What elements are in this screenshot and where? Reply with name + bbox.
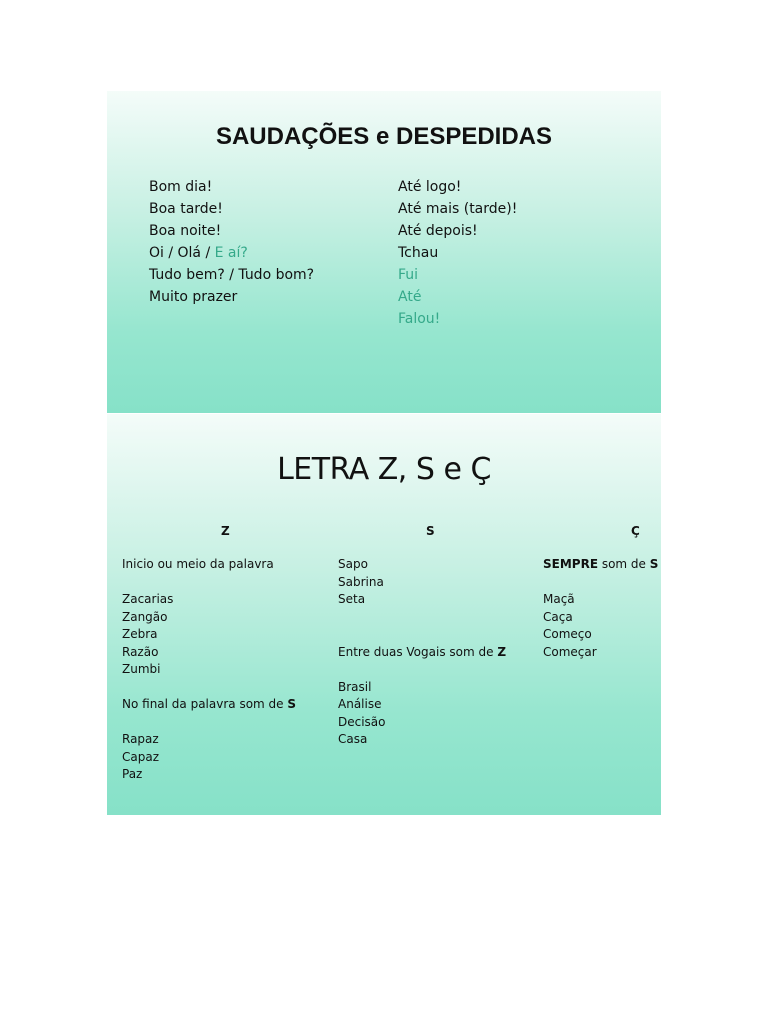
farewells-list [398,176,517,330]
spacer [543,574,658,592]
farewell-item: Falou! [398,311,441,327]
slide-title: SAUDAÇÕES e DESPEDIDAS [215,123,553,150]
greeting-text: Oi / Olá / [149,245,215,261]
word-item: Sabrina [338,574,384,589]
word-item: Brasil [338,679,372,694]
word-item: Começar [543,644,597,659]
word-item: Começo [543,627,592,641]
greeting-item [149,286,314,308]
greetings-list [149,176,314,308]
column-c-list [543,556,658,661]
word-item: Análise [338,697,382,711]
greeting-text: Tudo bem? / Tudo bom? [149,267,315,283]
greeting-text: Muito prazer [149,289,238,305]
greeting-text: Bom dia! [149,179,213,195]
slide-letra-z-s-c [107,414,661,815]
farewell-item: Até depois! [398,223,478,239]
spacer [122,574,296,592]
spacer [338,626,506,644]
farewell-item: Até mais (tarde)! [398,201,518,217]
greeting-item [149,242,314,264]
farewell-item: Até logo! [398,179,462,195]
greeting-text: Boa tarde! [149,201,223,217]
greeting-text: Boa noite! [149,223,222,239]
word-item: Inicio ou meio da palavra [122,557,274,571]
greeting-informal-text: E aí? [214,245,248,261]
column-z-list [122,556,296,784]
word-item: Maçã [543,592,575,606]
word-item: Seta [338,592,366,606]
rule-letter: Z [497,644,507,659]
word-item: Rapaz [122,732,159,746]
word-item: Decisão [338,714,386,729]
farewell-item: Fui [398,267,419,283]
word-item: Paz [122,767,143,781]
farewell-item: Tchau [398,245,439,261]
rule-text: som de [598,557,650,571]
greeting-item [149,264,314,286]
greeting-item [149,198,314,220]
word-item: Casa [338,732,368,746]
rule-text: Entre duas Vogais som de [338,644,498,659]
spacer [338,661,506,679]
spacer [338,609,506,627]
word-item: Zumbi [122,662,161,676]
word-item: Zacarias [122,592,174,606]
rule-letter: S [649,557,659,571]
slide-saudacoes [107,91,661,413]
farewell-item: Até [398,289,422,305]
word-item: Razão [122,644,159,659]
rule-item [338,644,506,662]
word-item: Caça [543,609,573,624]
spacer [122,679,296,697]
word-item: Zangão [122,609,168,624]
rule-letter: S [287,697,297,711]
greeting-item [149,176,314,198]
greeting-item [149,220,314,242]
word-item: Sapo [338,557,368,571]
rule-item [122,696,296,714]
spacer [122,714,296,732]
word-item: Capaz [122,749,160,764]
rule-text: No final da palavra som de [122,697,288,711]
header-z: Z [221,524,230,538]
rule-emphasis: SEMPRE [543,557,599,571]
header-c: Ç [631,524,640,538]
header-s: S [426,524,435,538]
column-s-list [338,556,506,749]
slide-title: LETRA Z, S e Ç [277,452,491,487]
rule-item [543,556,658,574]
word-item: Zebra [122,627,158,641]
